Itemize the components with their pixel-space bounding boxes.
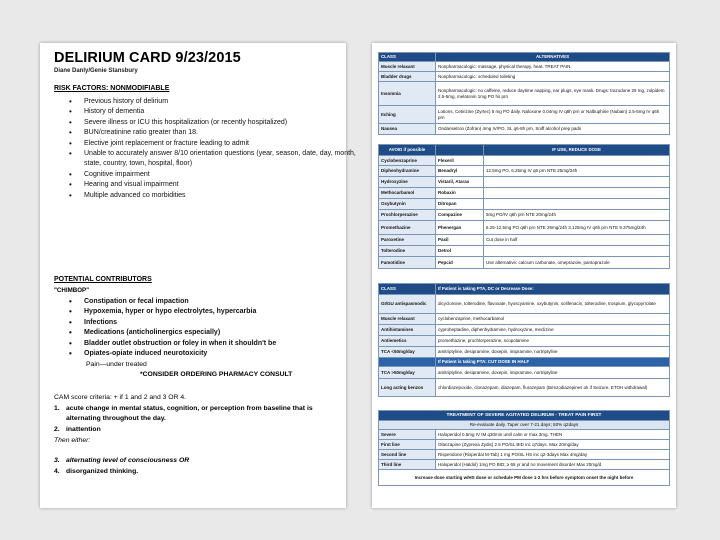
- cam-text: acute change in mental status, cognition, or perception from baseline that is alternating throughout the day.: [66, 405, 313, 422]
- list-item: • History of dementia: [84, 107, 369, 117]
- header-cell: IF USE, REDUCE DOSE: [484, 145, 670, 156]
- generic-cell: Cyclobenzaprine: [379, 156, 436, 166]
- drugs-cell: amitriptyline, desipramine, doxepin, imipramine, nortriptyline: [436, 347, 670, 358]
- list-item: • Infections: [84, 318, 369, 328]
- table-row: [379, 72, 670, 82]
- dose-cell: [484, 188, 670, 199]
- list-item: • Medications (anticholinergics especially): [84, 328, 369, 338]
- contributors-list: [54, 297, 369, 359]
- table-row: [379, 177, 670, 188]
- brand-cell: Flexeril: [436, 156, 484, 166]
- cam-text: inattention: [66, 426, 101, 433]
- list-item: • Constipation or fecal impaction: [84, 297, 369, 307]
- pta-medication-table: [378, 283, 670, 397]
- list-item: • BUN/creatinine ratio greater than 18.: [84, 128, 369, 138]
- treatment-subtitle: [379, 421, 670, 430]
- line-cell: First line: [379, 440, 436, 450]
- drugs-cell: amitriptyline, desipramine, doxepin, imipramine, nortriptyline: [436, 367, 670, 379]
- table-row: [379, 199, 670, 210]
- cam-item-4: [54, 467, 339, 477]
- brand-cell: Paxil: [436, 235, 484, 246]
- table-row: [379, 156, 670, 166]
- generic-cell: Prochlorperazine: [379, 210, 436, 221]
- header-cell: AVOID if possible: [379, 145, 436, 156]
- class-cell: TCA >50mg/day: [379, 367, 436, 379]
- table-row: [379, 246, 670, 257]
- header-cell: If Patient is taking PTA: CUT DOSE IN HALF: [436, 358, 670, 367]
- brand-cell: Benadryl: [436, 166, 484, 177]
- generic-cell: Hydroxyzine: [379, 177, 436, 188]
- line-cell: Second line: [379, 450, 436, 460]
- table-row: [379, 221, 670, 235]
- table-header: [379, 284, 670, 295]
- class-cell: Itching: [379, 106, 436, 124]
- table-row: [379, 235, 670, 246]
- cam-text: alternating level of consciousness OR: [66, 457, 190, 464]
- regimen-cell: Risperidone (Risperdal M-Tab) 1 mg PO/SL HS inc q2-3days Max 4mg/day: [436, 450, 670, 460]
- list-item: • Previous history of delirium: [84, 97, 369, 107]
- treatment-title: [379, 411, 670, 421]
- dose-cell: [484, 199, 670, 210]
- list-item: • Opiates-opiate induced neurotoxicity: [84, 349, 369, 359]
- regimen-cell: Haloperidol (Haldol) 1mg PO BID; ≥ 65 yr and no movement disorder Max 20mg/d: [436, 460, 670, 470]
- class-cell: Nausea: [379, 124, 436, 135]
- line-cell: Severe: [379, 430, 436, 440]
- pharmacy-consult-note: *CONSIDER ORDERING PHARMACY CONSULT: [140, 371, 293, 378]
- table-row: [379, 379, 670, 397]
- cam-item-2: [54, 425, 339, 435]
- class-cell: Muscle relaxant: [379, 314, 436, 325]
- drugs-cell: cyproheptadine, diphenhydramine, hydroxyzine, meclizine: [436, 325, 670, 336]
- brand-cell: Vistaril, Atarax: [436, 177, 484, 188]
- generic-cell: Promethazine: [379, 221, 436, 235]
- table-row: [379, 188, 670, 199]
- generic-cell: Famotidine: [379, 257, 436, 269]
- brand-cell: Pepcid: [436, 257, 484, 269]
- brand-cell: Ditropan: [436, 199, 484, 210]
- contributors-heading: POTENTIAL CONTRIBUTORS: [54, 276, 152, 283]
- dose-cell: Cut dose in half: [484, 235, 670, 246]
- header-cell: CLASS: [379, 53, 436, 62]
- dose-cell: [484, 177, 670, 188]
- cam-item-3: [54, 456, 339, 466]
- table-header: [379, 145, 670, 156]
- class-cell: GI/GU antispasmodic: [379, 295, 436, 314]
- table-header: [379, 53, 670, 62]
- table-row: [379, 325, 670, 336]
- title-cell: TREATMENT OF SEVERE AGITATED DELIRIUM - TREAT PAIN FIRST: [379, 411, 670, 421]
- header-cell: If Patient is taking PTA, DC or Decrease Dose:: [436, 284, 670, 295]
- table-row: [379, 367, 670, 379]
- then-either-label: Then either:: [54, 437, 91, 444]
- list-item: • Bladder outlet obstruction or foley in when it shouldn't be: [84, 339, 369, 349]
- table-row: [379, 347, 670, 358]
- generic-cell: Diphenhydramine: [379, 166, 436, 177]
- cam-number: 4.: [54, 468, 60, 475]
- subtitle-cell: Re-evaluate daily. Taper over 7-21 days; 50% q2days: [379, 421, 670, 430]
- brand-cell: Robaxin: [436, 188, 484, 199]
- header-cell: ALTERNATIVES: [436, 53, 670, 62]
- list-item: • Hearing and visual impairment: [84, 180, 369, 190]
- cam-number: 1.: [54, 405, 60, 412]
- card-title: DELIRIUM CARD 9/23/2015: [54, 50, 241, 66]
- table-row: [379, 82, 670, 106]
- regimen-cell: Olanzapine (Zyprexa Zydis) 2.5 PO/SL BID inc q7days. Max 20mg/day: [436, 440, 670, 450]
- table-row: [379, 166, 670, 177]
- pain-item: Pain—under treated: [86, 361, 147, 368]
- class-cell: Muscle relaxant: [379, 62, 436, 72]
- value-cell: Ondansetron (Zofran) 4mg IV/PO, SL q6-8h prn, Sniff alcohol prep pads: [436, 124, 670, 135]
- generic-cell: Oxybutynin: [379, 199, 436, 210]
- drugs-cell: dicyclomine, tolterodine, flavoxate, hyoscyamine, oxybutynin, solifenacin, tolterodine, trospium, glycopyrrolate: [436, 295, 670, 314]
- list-item: • Unable to accurately answer 8/10 orientation questions (year, season, date, day, month, state, country, town, hospital, floor): [84, 149, 369, 170]
- line-cell: Third line: [379, 460, 436, 470]
- header-cell: CLASS: [379, 284, 436, 295]
- brand-cell: Phenergan: [436, 221, 484, 235]
- regimen-cell: Haloperidol 0.5mg IV IM q30min until calm or max 3mg. THEN: [436, 430, 670, 440]
- alternatives-table: [378, 52, 670, 135]
- list-item: • Elective joint replacement or fracture leading to admit: [84, 139, 369, 149]
- treatment-footer: [379, 470, 670, 486]
- table-row: [379, 314, 670, 325]
- class-cell: Bladder drugs: [379, 72, 436, 82]
- table-row: [379, 440, 670, 450]
- risk-factors-heading: RISK FACTORS: NONMODIFIABLE: [54, 85, 170, 92]
- cam-criteria: CAM score criteria: + if 1 and 2 and 3 OR 4.: [54, 394, 187, 401]
- table-row: [379, 210, 670, 221]
- header-cell: [379, 358, 436, 367]
- class-cell: Antihistamines: [379, 325, 436, 336]
- class-cell: TCA <50mg/day: [379, 347, 436, 358]
- risk-factors-list: [54, 97, 369, 201]
- drugs-cell: cyclobenzaprine, methocarbamol: [436, 314, 670, 325]
- value-cell: Nonpharmacologic: no caffeine, reduce daytime napping, ear plugs, eye mask. Drugs: trazodone 25 mg, zolpidem 2.5-5mg, melatonin 1mg PO hs prn: [436, 82, 670, 106]
- dose-cell: 5mg PO/IV q6h prn NTE 20mg/24h: [484, 210, 670, 221]
- class-cell: Long acting benzos: [379, 379, 436, 397]
- dose-cell: Use alternative: calcium carbonate, omeprazole, pantoprazole: [484, 257, 670, 269]
- list-item: • Hypoxemia, hyper or hypo electrolytes, hypercarbia: [84, 307, 369, 317]
- dose-cell: [484, 156, 670, 166]
- class-cell: Insomnia: [379, 82, 436, 106]
- drugs-cell: chlordiazepoxide, clonazepam, diazepam, flurazepam (Benzodiazepines ok if Seizure, ETOH withdrawal): [436, 379, 670, 397]
- table-row: [379, 257, 670, 269]
- cam-number: 3.: [54, 457, 60, 464]
- table-row: [379, 295, 670, 314]
- value-cell: Lotions, Cetirizine (Zyrtec) 5 mg PO daily. Naloxone 0.04mg IV q8h prn or Nalbuphine (Nubain) 2.5-5mg IV q6h prn: [436, 106, 670, 124]
- brand-cell: Detrol: [436, 246, 484, 257]
- mnemonic-label: "CHIMBOP": [54, 287, 90, 294]
- card-authors: Diane Danly/Genie Stansbury: [54, 68, 138, 74]
- list-item: • Cognitive impairment: [84, 170, 369, 180]
- class-cell: Antiemetics: [379, 336, 436, 347]
- drugs-cell: promethazine, prochlorperazine, scopolamine: [436, 336, 670, 347]
- list-item: • Severe illness or ICU this hospitalization (or recently hospitalized): [84, 118, 369, 128]
- list-item: • Multiple advanced co morbidities: [84, 191, 369, 201]
- value-cell: Nonpharmacologic: scheduled toileting: [436, 72, 670, 82]
- table-subheader: [379, 358, 670, 367]
- footer-cell: Increase dose starting w/HS dose or schedule PM dose 1-2 hrs before symptom onset the night before: [379, 470, 670, 486]
- treatment-table: [378, 410, 670, 486]
- table-row: [379, 430, 670, 440]
- brand-cell: Compazine: [436, 210, 484, 221]
- dose-cell: [484, 246, 670, 257]
- header-cell: [436, 145, 484, 156]
- cam-item-1: [54, 404, 339, 424]
- dose-cell: 12.5mg PO, 6.25mg IV q6 prn NTE 25mg/24h: [484, 166, 670, 177]
- table-row: [379, 450, 670, 460]
- table-row: [379, 62, 670, 72]
- avoid-table: [378, 144, 670, 269]
- table-row: [379, 124, 670, 135]
- table-row: [379, 460, 670, 470]
- generic-cell: Methocarbamol: [379, 188, 436, 199]
- delirium-card-right-page: [372, 43, 676, 508]
- table-row: [379, 336, 670, 347]
- cam-number: 2.: [54, 426, 60, 433]
- dose-cell: 6.25-12.5mg PO q6h prn NTE 25mg/24h 3.125mg IV q6h prn NTE 9.375mg/24h: [484, 221, 670, 235]
- delirium-card-left-page: [40, 43, 356, 508]
- generic-cell: Tolterodine: [379, 246, 436, 257]
- generic-cell: Paroxetine: [379, 235, 436, 246]
- cam-text: disorganized thinking.: [66, 468, 139, 475]
- table-row: [379, 106, 670, 124]
- value-cell: Nonpharmacologic: massage, physical therapy, heat. TREAT PAIN.: [436, 62, 670, 72]
